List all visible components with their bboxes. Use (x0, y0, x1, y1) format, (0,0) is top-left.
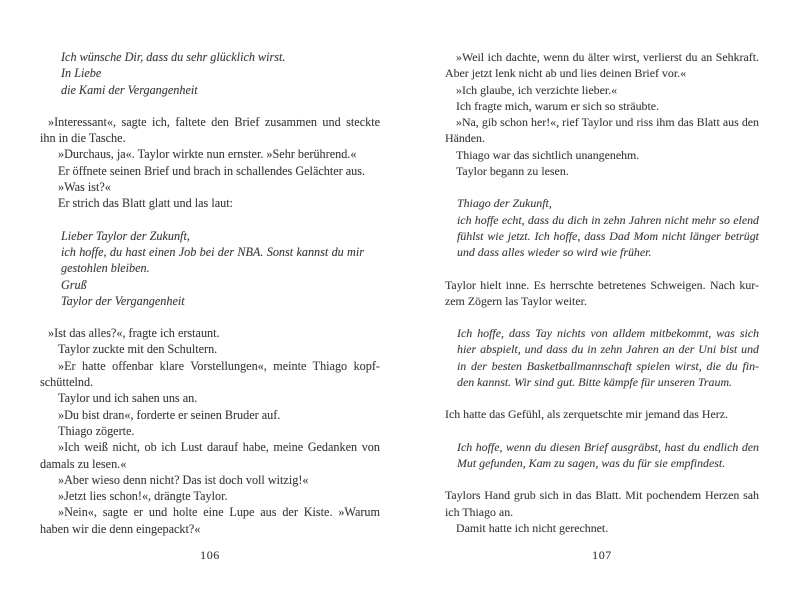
text-line: den kannst. Wir sind gut. Bitte kämpfe für unseren Traum. (457, 375, 733, 390)
text-line: und dass alles wieder so wird wie früher. (457, 245, 652, 260)
text-line: Taylor begann zu lesen. (456, 164, 569, 179)
line-gap (40, 98, 380, 114)
text-line: Ich fragte mich, warum er sich so sträubte. (456, 98, 660, 113)
text-line: in der besten Basketballmannschaft spielen wirst, die du fin- (457, 358, 759, 373)
text-line: gestohlen bleiben. (61, 261, 150, 276)
text-line: Thiago der Zukunft, (457, 196, 552, 211)
text-line: Taylor hielt inne. Es herrschte betretenes Schweigen. Nach kur- (445, 277, 759, 292)
text-line: Damit hatte ich nicht gerechnet. (456, 520, 609, 535)
text-line: Händen. (445, 131, 485, 146)
text-line: »Er hatte offenbar klare Vorstellungen«, meinte Thiago kopf- (58, 358, 380, 373)
text-line: »Was ist?« (58, 180, 111, 195)
line-gap (445, 179, 759, 195)
text-line: haben wir die denn eingepackt?« (40, 521, 201, 536)
text-line: Thiago zögerte. (58, 423, 135, 438)
text-line: ich Thiago an. (445, 504, 514, 519)
text-line: Taylors Hand grub sich in das Blatt. Mit pochendem Herzen sah (445, 488, 759, 503)
page-number-left: 106 (200, 548, 220, 562)
text-line: fühlst wie jetzt. Ich hoffe, dass Dad Mom nicht länger betrügt (457, 228, 759, 243)
text-line: »Durchaus, ja«. Taylor wirkte nun ernster. »Sehr berührend.« (58, 147, 357, 162)
text-line: »Du bist dran«, forderte er seinen Bruder auf. (58, 407, 281, 422)
text-line: ihn in die Tasche. (40, 131, 126, 146)
text-line: Taylor zuckte mit den Schultern. (58, 342, 218, 357)
text-line: damals zu lesen.« (40, 456, 127, 471)
text-line: Ich hoffe, dass Tay nichts von alldem mitbekommt, was sich (457, 326, 759, 341)
text-line: Er strich das Blatt glatt und las laut: (58, 196, 233, 211)
page-number-right: 107 (592, 548, 612, 562)
text-line: »Weil ich dachte, wenn du älter wirst, verlierst du an Sehkraft. (456, 50, 759, 64)
text-line: »Ist das alles?«, fragte ich erstaunt. (48, 326, 220, 341)
text-line: Ich hoffe, wenn du diesen Brief ausgräbst, hast du endlich den (457, 439, 759, 454)
line-gap (40, 309, 380, 325)
text-line: schüttelnd. (40, 375, 94, 390)
text-line: »Ich weiß nicht, ob ich Lust darauf habe, meine Gedanken von (58, 440, 380, 455)
text-line: die Kami der Vergangenheit (61, 82, 198, 97)
text-line: Mut gefunden, Kam zu sagen, was du für sie empfindest. (457, 455, 726, 470)
text-line: Lieber Taylor der Zukunft, (61, 228, 190, 243)
text-line: Gruß (61, 277, 87, 292)
page-right (445, 49, 759, 536)
line-gap (445, 309, 759, 325)
text-line: »Jetzt lies schon!«, drängte Taylor. (58, 489, 228, 504)
text-line: Taylor und ich sahen uns an. (58, 391, 198, 406)
text-line: Thiago war das sichtlich unangenehm. (456, 147, 640, 162)
text-line: Er öffnete seinen Brief und brach in schallendes Gelächter aus. (58, 163, 366, 178)
line-gap (445, 423, 759, 439)
text-line: ich hoffe, du hast einen Job bei der NBA. Sonst kannst du mir (61, 244, 364, 259)
page-left (40, 49, 380, 537)
text-line: In Liebe (61, 66, 102, 81)
text-line: Ich wünsche Dir, dass du sehr glücklich wirst. (61, 50, 286, 64)
line-gap (40, 212, 380, 228)
line-gap (445, 261, 759, 277)
text-line: »Nein«, sagte er und holte eine Lupe aus der Kiste. »Warum (58, 505, 380, 520)
text-line: hier abspielt, und dass du in zehn Jahren an der Uni bist und (457, 342, 759, 357)
line-gap (445, 471, 759, 487)
text-line: »Aber wieso denn nicht? Das ist doch voll witzig!« (58, 472, 309, 487)
text-line: »Interessant«, sagte ich, faltete den Brief zusammen und steckte (48, 114, 380, 129)
text-line: zem Zögern las Taylor weiter. (445, 293, 587, 308)
text-line: Ich hatte das Gefühl, als zerquetschte mir jemand das Herz. (445, 407, 728, 422)
text-line: ich hoffe echt, dass du dich in zehn Jahren nicht mehr so elend (457, 212, 759, 227)
text-line: »Na, gib schon her!«, rief Taylor und riss ihm das Blatt aus den (456, 115, 759, 130)
text-line: Taylor der Vergangenheit (61, 293, 185, 308)
text-line: Aber jetzt lenk nicht ab und lies deinen Brief vor.« (445, 66, 687, 81)
line-gap (445, 390, 759, 406)
text-line: »Ich glaube, ich verzichte lieber.« (456, 82, 618, 97)
